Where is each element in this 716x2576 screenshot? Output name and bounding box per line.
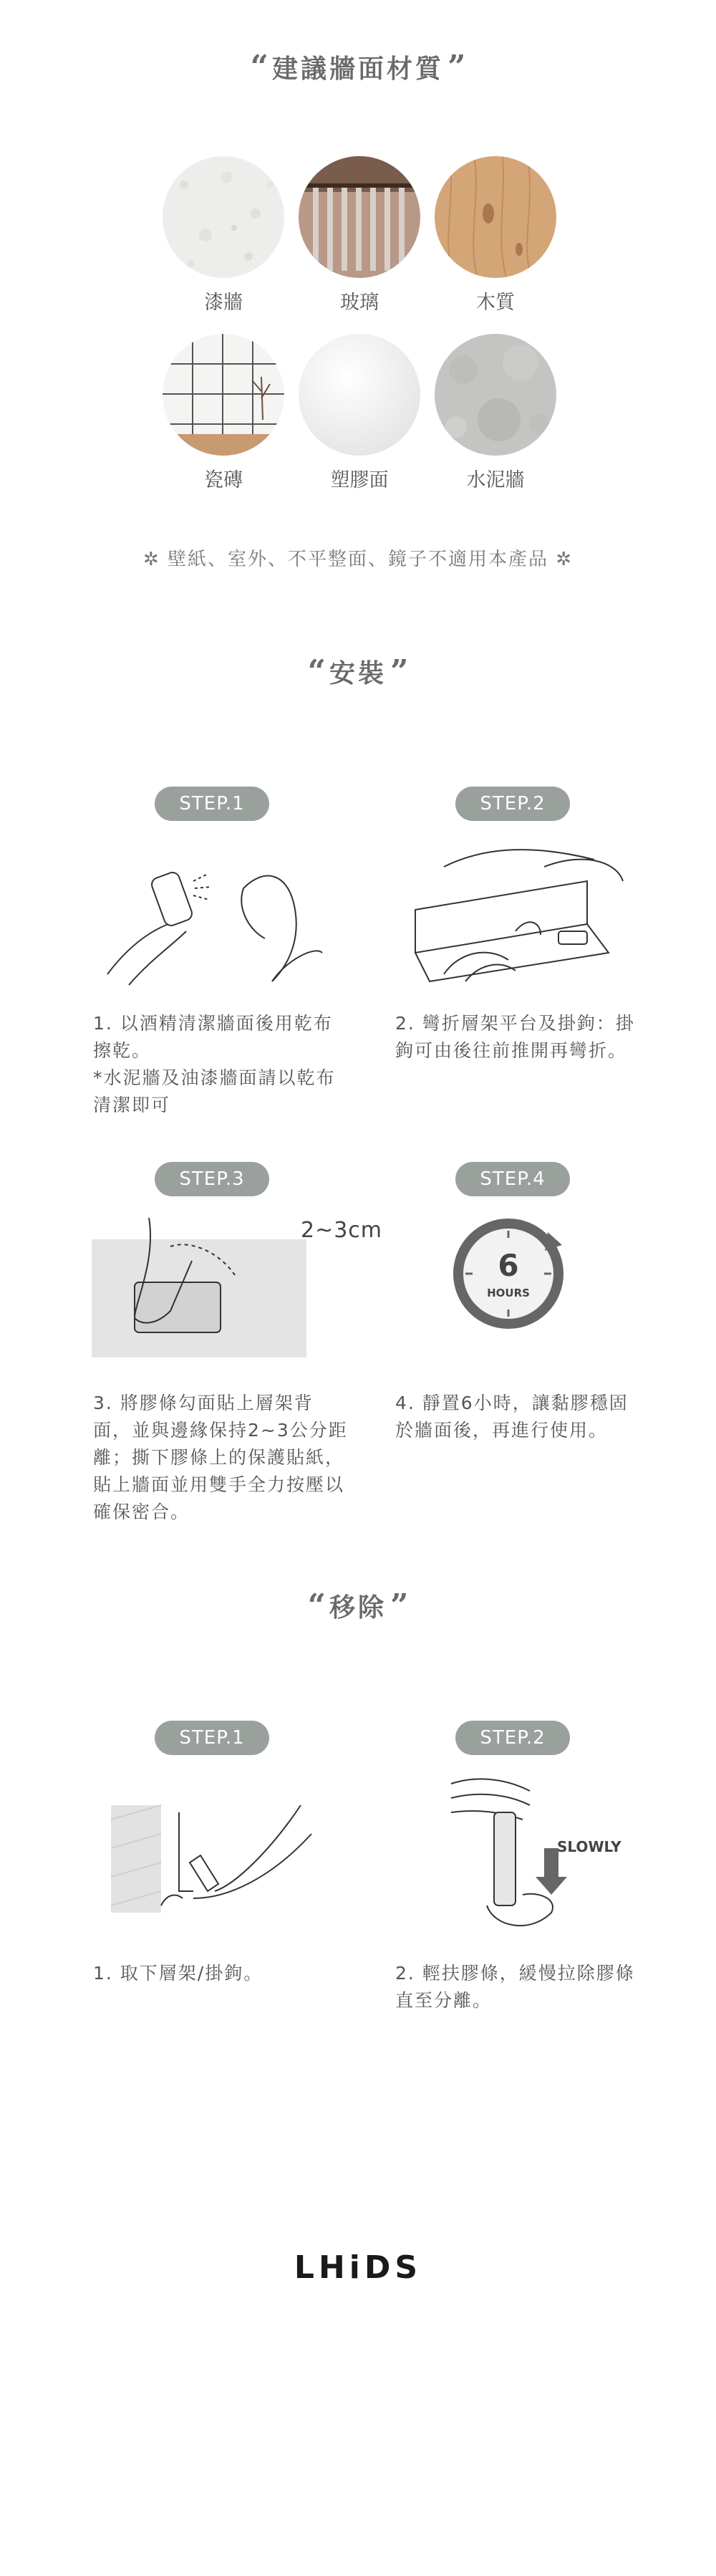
plastic-swatch [299, 334, 420, 456]
unsuitable-note-text: 壁紙、室外、不平整面、鏡子不適用本產品 [167, 549, 548, 570]
install-step3-text: 3. 將膠條勾面貼上層架背面，並與邊緣保持2~3公分距離；撕下膠條上的保護貼紙，貼上牆面並用雙手全力按壓以確保密合。 [93, 1393, 348, 1522]
material-label-cement: 水泥牆 [466, 469, 525, 491]
materials-title: 建議牆面材質 [271, 54, 444, 84]
remove-step1-badge: STEP.1 [155, 1721, 269, 1755]
brand-logo: LHiDS [294, 2249, 422, 2286]
install-step2-badge: STEP.2 [455, 787, 570, 821]
wood-swatch [435, 156, 556, 278]
material-label-glass: 玻璃 [340, 292, 379, 314]
remove-title: 移除 [329, 1593, 387, 1623]
material-label-wood: 木質 [476, 292, 515, 314]
asterisk-icon: ✲ [142, 549, 160, 570]
glass-swatch [299, 156, 420, 278]
cement-swatch [435, 334, 556, 456]
material-label-plastic: 塑膠面 [330, 469, 389, 491]
tile-swatch [163, 334, 284, 456]
unsuitable-note [0, 544, 716, 571]
asterisk-icon: ✲ [556, 549, 574, 570]
materials-heading: “ 建議牆面材質 ” [250, 49, 466, 85]
remove-step1-text: 1. 取下層架/掛鉤。 [93, 1963, 263, 1984]
install-step1-badge: STEP.1 [155, 787, 269, 821]
install-heading: “ 安裝 ” [307, 653, 409, 690]
remove-shelf-illustration [107, 1777, 322, 1920]
install-step1-text: 1. 以酒精清潔牆面後用乾布擦乾。 *水泥牆及油漆牆面請以乾布清潔即可 [93, 1013, 336, 1115]
material-label-tile: 瓷磚 [204, 469, 243, 491]
slowly-label: SLOWLY [557, 1838, 621, 1855]
material-label-paint: 漆牆 [204, 292, 243, 314]
clock-hours-number: 6 [498, 1248, 519, 1283]
spray-clean-illustration [100, 845, 329, 996]
remove-step2-badge: STEP.2 [455, 1721, 570, 1755]
paint-wall-swatch [163, 156, 284, 278]
remove-heading: “ 移除 ” [307, 1587, 409, 1624]
attach-tape-illustration [92, 1218, 306, 1361]
fold-shelf-illustration [401, 838, 630, 996]
install-step4-text: 4. 靜置6小時，讓黏膠穩固於牆面後，再進行使用。 [395, 1393, 629, 1441]
clock-icon [448, 1211, 569, 1332]
install-title: 安裝 [329, 659, 387, 688]
install-step3-badge: STEP.3 [155, 1162, 269, 1196]
pull-tape-illustration [444, 1769, 573, 1941]
clock-hours-unit: HOURS [487, 1287, 530, 1299]
gap-dimension-label: 2~3cm [301, 1218, 383, 1243]
remove-step2-text: 2. 輕扶膠條，緩慢拉除膠條直至分離。 [395, 1963, 635, 2011]
install-step4-badge: STEP.4 [455, 1162, 570, 1196]
install-step2-text: 2. 彎折層架平台及掛鉤：掛鉤可由後往前推開再彎折。 [395, 1013, 635, 1061]
